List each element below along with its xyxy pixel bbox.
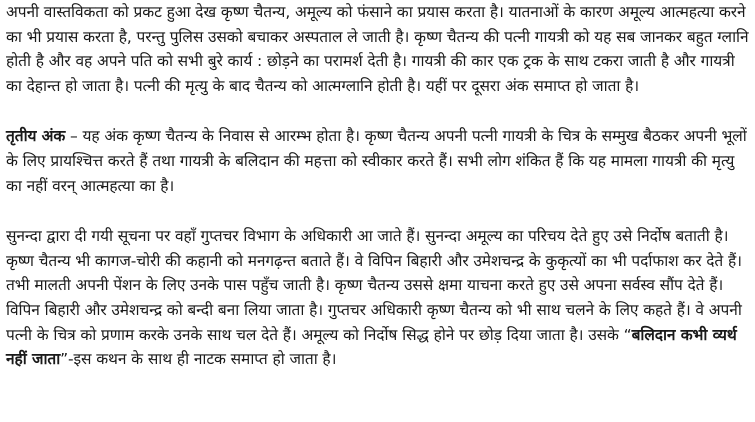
act-heading: तृतीय अंक [6, 127, 66, 146]
paragraph-act-three-intro [6, 124, 752, 198]
paragraph-act-three-conclusion [6, 224, 752, 372]
paragraph-act-two-summary [6, 0, 752, 98]
paragraph-text: – यह अंक कृष्ण चैतन्य के निवास से आरम्भ होता है। कृष्ण चैतन्य अपनी पत्नी गायत्री के चित्र के सम्मुख बैठकर अपनी भूलों के लिए प्रायश्चित्त करते हैं तथा गायत्री के बलिदान की महत्ता को स्वीकार करते हैं। सभी लोग शंकित हैं कि यह मामला गायत्री की मृत्यु का नहीं वरन् आत्महत्या का है। [6, 127, 747, 195]
document-body [6, 0, 752, 372]
paragraph-text-end: ”-इस कथन के साथ ही नाटक समाप्त हो जाता है। [60, 350, 337, 369]
paragraph-text: सुनन्दा द्वारा दी गयी सूचना पर वहाँ गुप्तचर विभाग के अधिकारी आ जाते हैं। सुनन्दा अमूल्य का परिचय देते हुए उसे निर्दोष बताती है। कृष्ण चैतन्य भी कागज-चोरी की कहानी को मनगढ़न्त बताते हैं। वे विपिन बिहारी और उमेशचन्द्र के कुकृत्यों का भी पर्दाफाश कर देते हैं। तभी मालती अपनी पेंशन के लिए उनके पास पहुँच जाती है। कृष्ण चैतन्य उससे क्षमा याचना करते हुए उसे अपना सर्वस्व सौंप देते हैं। विपिन बिहारी और उमेशचन्द्र को बन्दी बना लिया जाता है। गुप्तचर अधिकारी कृष्ण चैतन्य को भी साथ चलने के लिए कहते हैं। वे अपनी पत्नी के चित्र को प्रणाम करके उनके साथ चल देते हैं। अमूल्य को निर्दोष सिद्ध होने पर छोड़ दिया जाता है। उसके “ [6, 227, 742, 344]
quoted-phrase: बलिदान कभी व्यर्थ नहीं जाता [6, 325, 737, 369]
paragraph-text: अपनी वास्तविकता को प्रकट हुआ देख कृष्ण चैतन्य, अमूल्य को फंसाने का प्रयास करता है। यातनाओं के कारण अमूल्य आत्महत्या करने का भी प्रयास करता है, परन्तु पुलिस उसको बचाकर अस्पताल ले जाती है। कृष्ण चैतन्य की पत्नी गायत्री को यह सब जानकर बहुत ग्लानि होती है और वह अपने पति को सभी बुरे कार्य : छोड़ने का परामर्श देती है। गायत्री की कार एक ट्रक के साथ टकरा जाती है और गायत्री का देहान्त हो जाता है। पत्नी की मृत्यु के बाद चैतन्य को आत्मग्लानि होती है। यहीं पर दूसरा अंक समाप्त हो जाता है। [6, 3, 749, 95]
